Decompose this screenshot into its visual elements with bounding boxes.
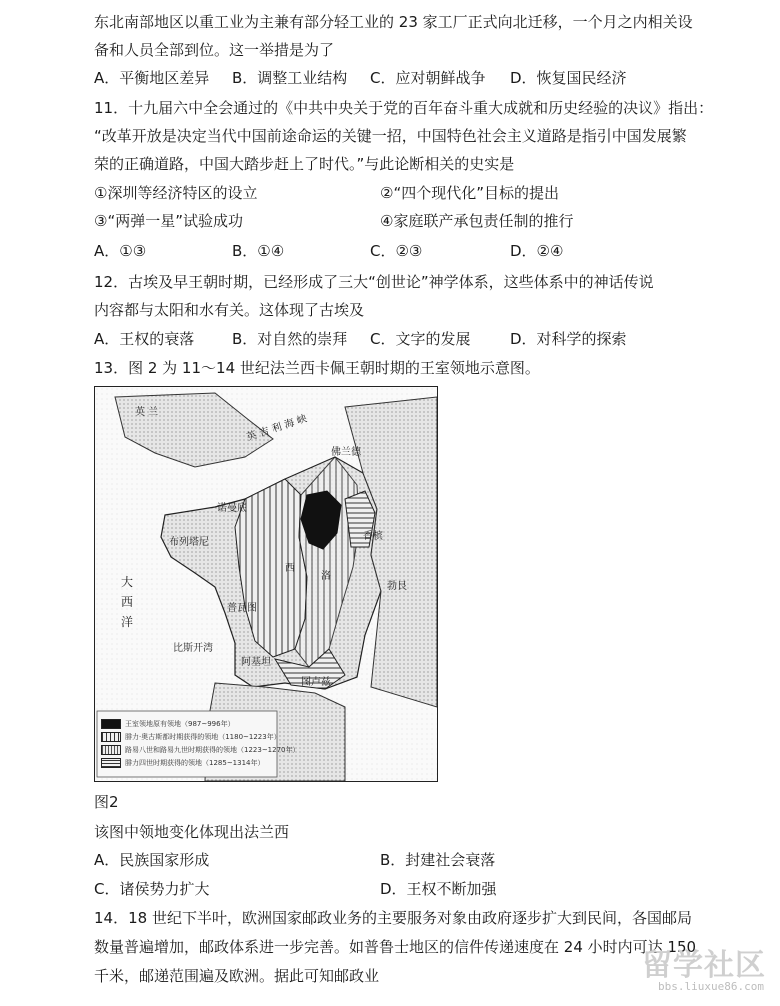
map-label-england: 英 兰: [135, 407, 159, 418]
legend-row-philip-iv: [101, 756, 300, 769]
legend-row-original: [101, 717, 300, 730]
watermark-url: bbs.liuxue86.com: [658, 980, 764, 993]
q12-option-a: A．王权的衰落: [94, 330, 195, 348]
q13-lead: 该图中领地变化体现出法兰西: [94, 823, 290, 841]
q10-stem-line2: 备和人员全部到位。这一举措是为了: [94, 41, 335, 59]
q14-stem-line1: 14．18 世纪下半叶，欧洲国家邮政业务的主要服务对象由政府逐步扩大到民间，各国邮局: [94, 909, 692, 927]
q12-option-d: D．对科学的探索: [510, 330, 627, 348]
q13-option-d: D．王权不断加强: [380, 880, 497, 898]
legend-swatch-fine-vertical: [101, 745, 121, 755]
map-label-normandy: 诺曼底: [217, 503, 247, 514]
q12-stem-line1: 12．古埃及早王朝时期，已经形成了三大“创世论”神学体系，这些体系中的神话传说: [94, 273, 654, 291]
q11-item-4: ④家庭联产承包责任制的推行: [380, 212, 574, 230]
q13-option-a: A．民族国家形成: [94, 851, 210, 869]
map-label-lo: 洛: [321, 571, 331, 582]
watermark-title: 留学社区: [642, 948, 766, 983]
map-label-champagne: 香槟: [363, 531, 383, 542]
legend-row-philip-augustus: [101, 730, 300, 743]
map-label-poitou: 普瓦图: [227, 603, 257, 614]
q11-option-d: D．②④: [510, 242, 564, 260]
q12-stem-line2: 内容都与太阳和水有关。这体现了古埃及: [94, 301, 365, 319]
q10-stem-line1: 东北南部地区以重工业为主兼有部分轻工业的 23 家工厂正式向北迁移，一个月之内相关设: [94, 13, 693, 31]
q11-option-a: A．①③: [94, 242, 147, 260]
map-label-channel: 英 吉 利 海 峡: [245, 413, 309, 444]
q13-stem: 13．图 2 为 11～14 世纪法兰西卡佩王朝时期的王室领地示意图。: [94, 359, 540, 377]
legend-text-philip-iv: 腓力四世时期获得的领地（1285~1314年）: [125, 758, 265, 767]
q12-option-c: C．文字的发展: [370, 330, 471, 348]
map-label-west: 西: [285, 563, 295, 574]
q11-item-2: ②“四个现代化”目标的提出: [380, 184, 559, 202]
site-watermark: [622, 940, 772, 1000]
q11-stem-line3: 荣的正确道路，中国大踏步赶上了时代。”与此论断相关的史实是: [94, 155, 515, 173]
q10-option-a: A．平衡地区差异: [94, 69, 210, 87]
q10-option-b: B．调整工业结构: [232, 69, 348, 87]
map-label-burgundy: 勃艮: [387, 581, 407, 592]
legend-text-philip-augustus: 腓力·奥古斯都时期获得的领地（1180~1223年）: [125, 732, 281, 741]
map-label-ocean-1: 大: [121, 575, 134, 589]
q14-stem-line3: 千米，邮递范围遍及欧洲。据此可知邮政业: [94, 967, 380, 985]
legend-text-louis: 路易八世和路易九世时期获得的领地（1223~1270年）: [125, 745, 300, 754]
legend-swatch-black: [101, 719, 121, 729]
map-label-aquitaine: 阿基坦: [241, 657, 271, 668]
map-legend: [101, 717, 300, 769]
q11-option-b: B．①④: [232, 242, 285, 260]
q11-stem-line1: 11．十九届六中全会通过的《中共中央关于党的百年奋斗重大成就和历史经验的决议》指出：: [94, 99, 714, 117]
map-label-brittany: 布列塔尼: [169, 537, 209, 548]
legend-row-louis: [101, 743, 300, 756]
q14-stem-line2: 数量普遍增加，邮政体系进一步完善。如普鲁士地区的信件传递速度在 24 小时内可达 150: [94, 938, 697, 956]
map-label-ocean-2: 西: [121, 595, 134, 609]
q10-option-d: D．恢复国民经济: [510, 69, 627, 87]
map-label-ocean-3: 洋: [121, 615, 134, 629]
map-label-bay: 比斯开湾: [173, 643, 213, 654]
q11-item-3: ③“两弹一星”试验成功: [94, 212, 243, 230]
legend-text-original: 王室领地原有领地（987~996年）: [125, 719, 235, 728]
q11-item-1: ①深圳等经济特区的设立: [94, 184, 258, 202]
france-territory-map: [94, 386, 438, 782]
q11-stem-line2: “改革开放是决定当代中国前途命运的关键一招，中国特色社会主义道路是指引中国发展繁: [94, 127, 687, 145]
q13-figure-caption: 图2: [94, 793, 119, 811]
q11-option-c: C．②③: [370, 242, 423, 260]
legend-swatch-horizontal: [101, 758, 121, 768]
q10-option-c: C．应对朝鲜战争: [370, 69, 486, 87]
map-label-flanders: 佛兰德: [331, 447, 361, 458]
q12-option-b: B．对自然的崇拜: [232, 330, 348, 348]
q13-option-c: C．诸侯势力扩大: [94, 880, 210, 898]
legend-swatch-vertical: [101, 732, 121, 742]
q13-option-b: B．封建社会衰落: [380, 851, 496, 869]
map-label-toulouse: 图卢兹: [301, 677, 331, 688]
